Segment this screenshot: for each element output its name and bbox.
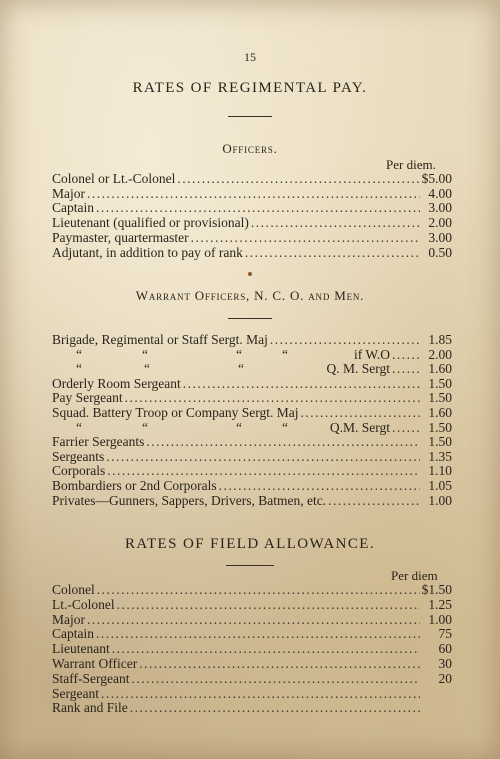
leader-dots [328, 493, 420, 508]
row-value: 1.25 [428, 596, 452, 612]
leader-dots [251, 215, 420, 230]
row-label: Captain [52, 626, 94, 642]
regimental-pay-title: RATES OF REGIMENTAL PAY. [132, 80, 368, 96]
ditto-mark: “ [238, 361, 244, 377]
row-label: Lieutenant (qualified or provisional) [52, 215, 249, 231]
table-row [52, 171, 452, 186]
officers-per-diem-label: Per diem. [386, 157, 436, 172]
ditto-mark: “ [76, 419, 82, 435]
row-label: Orderly Room Sergeant [52, 375, 181, 391]
ditto-mark: “ [236, 346, 242, 362]
leader-dots [270, 332, 420, 347]
table-row [52, 478, 452, 493]
row-value: 2.00 [428, 346, 452, 362]
leader-dots [112, 641, 420, 656]
row-value: 20 [438, 670, 452, 686]
warrant-officers-heading: Warrant Officers, N. C. O. and Men. [135, 288, 365, 303]
row-value: $1.50 [421, 582, 452, 597]
table-row [52, 463, 452, 478]
row-label: Pay Sergeant [52, 390, 123, 406]
table-row [52, 686, 452, 701]
row-value: 75 [438, 626, 452, 642]
table-row [52, 493, 452, 508]
leader-dots [392, 361, 420, 376]
table-row [52, 200, 452, 215]
leader-dots [131, 671, 420, 686]
table-row [52, 405, 452, 420]
leader-dots [245, 245, 420, 260]
row-value: 4.00 [428, 185, 452, 201]
row-value: 1.50 [428, 375, 452, 391]
row-label: Brigade, Regimental or Staff Sergt. Maj [52, 332, 268, 347]
leader-dots [96, 200, 420, 215]
row-label: Colonel or Lt.-Colonel [52, 171, 176, 186]
table-row [52, 215, 452, 230]
row-value: 0.50 [428, 244, 452, 260]
row-value: 1.05 [428, 478, 452, 493]
ink-mark [248, 272, 252, 276]
row-label: Privates—Gunners, Sappers, Drivers, Batmen, etc. [52, 492, 327, 508]
leader-dots [177, 171, 419, 186]
ditto-mark: “ [236, 419, 242, 435]
leader-dots [139, 656, 420, 671]
field-per-diem-label: Per diem [391, 568, 438, 583]
warrant-rule [228, 318, 272, 319]
row-label: Captain [52, 200, 94, 216]
row-label: Farrier Sergeants [52, 434, 145, 450]
leader-dots [125, 390, 420, 405]
row-label: Corporals [52, 463, 106, 479]
leader-dots [106, 449, 420, 464]
table-row [52, 230, 452, 245]
row-value: 30 [438, 656, 452, 671]
row-label: Sergeants [52, 448, 105, 464]
leader-dots [146, 434, 420, 449]
table-row [52, 597, 452, 612]
row-value: $5.00 [421, 171, 452, 186]
ditto-mark: “ [144, 361, 150, 377]
row-label: Q.M. Sergt [329, 419, 390, 435]
table-row [52, 671, 452, 686]
row-label: Sergeant [52, 685, 99, 701]
table-row [52, 656, 452, 671]
ditto-mark: “ [282, 419, 288, 435]
field-allowance-title: RATES OF FIELD ALLOWANCE. [124, 536, 375, 552]
field-title-rule [226, 565, 274, 566]
ditto-mark: “ [282, 346, 288, 362]
leader-dots [130, 700, 420, 715]
row-value: 1.85 [428, 332, 452, 347]
table-row [52, 449, 452, 464]
leader-dots [87, 186, 420, 201]
leader-dots [97, 582, 420, 597]
row-value: 1.50 [428, 434, 452, 450]
table-row [52, 626, 452, 641]
row-label: Paymaster, quartermaster [52, 229, 189, 245]
table-row [52, 376, 452, 391]
table-row [52, 186, 452, 201]
ditto-mark: “ [142, 346, 148, 362]
row-label: Q. M. Sergt [326, 361, 390, 377]
leader-dots [96, 626, 420, 641]
leader-dots [107, 463, 420, 478]
row-value: 3.00 [428, 200, 452, 216]
row-label: Warrant Officer [52, 656, 138, 671]
row-value: 3.00 [428, 229, 452, 245]
row-label: Major [52, 611, 85, 627]
table-row [52, 641, 452, 656]
row-value: 1.10 [428, 463, 452, 479]
row-value: 1.00 [428, 611, 452, 627]
ditto-mark: “ [142, 419, 148, 435]
leader-dots [191, 230, 420, 245]
ditto-mark: “ [76, 346, 82, 362]
page-number: 15 [244, 50, 256, 64]
leader-dots [117, 597, 420, 612]
table-row [52, 582, 452, 597]
row-label: Colonel [52, 582, 95, 597]
row-label: Lieutenant [52, 641, 110, 657]
table-row [52, 332, 452, 347]
leader-dots [87, 612, 420, 627]
table-row [52, 612, 452, 627]
row-label: Bombardiers or 2nd Corporals [52, 478, 217, 493]
table-row [52, 420, 452, 435]
leader-dots [392, 347, 420, 362]
ditto-mark: “ [76, 361, 82, 377]
row-label: if W.O [353, 346, 390, 362]
row-value: 1.35 [428, 448, 452, 464]
leader-dots [101, 686, 420, 701]
table-row [52, 347, 452, 362]
table-row [52, 245, 452, 260]
table-row [52, 434, 452, 449]
row-label: Adjutant, in addition to pay of rank [52, 244, 243, 260]
row-label: Rank and File [52, 700, 128, 716]
row-label: Major [52, 185, 85, 201]
leader-dots [392, 420, 420, 435]
row-value: 60 [438, 641, 452, 657]
leader-dots [301, 405, 420, 420]
row-value: 1.60 [428, 361, 452, 377]
row-label: Lt.-Colonel [52, 596, 115, 612]
table-row [52, 361, 452, 376]
row-value: 1.00 [428, 492, 452, 508]
row-value: 1.60 [428, 405, 452, 420]
row-label: Staff-Sergeant [52, 670, 130, 686]
row-value: 1.50 [428, 390, 452, 406]
leader-dots [183, 376, 420, 391]
table-row [52, 390, 452, 405]
row-value: 1.50 [428, 419, 452, 435]
table-row [52, 700, 452, 715]
title-rule [228, 116, 272, 117]
row-value: 2.00 [428, 215, 452, 231]
officers-heading: Officers. [222, 141, 278, 156]
leader-dots [219, 478, 420, 493]
row-label: Squad. Battery Troop or Company Sergt. Maj [52, 405, 299, 420]
